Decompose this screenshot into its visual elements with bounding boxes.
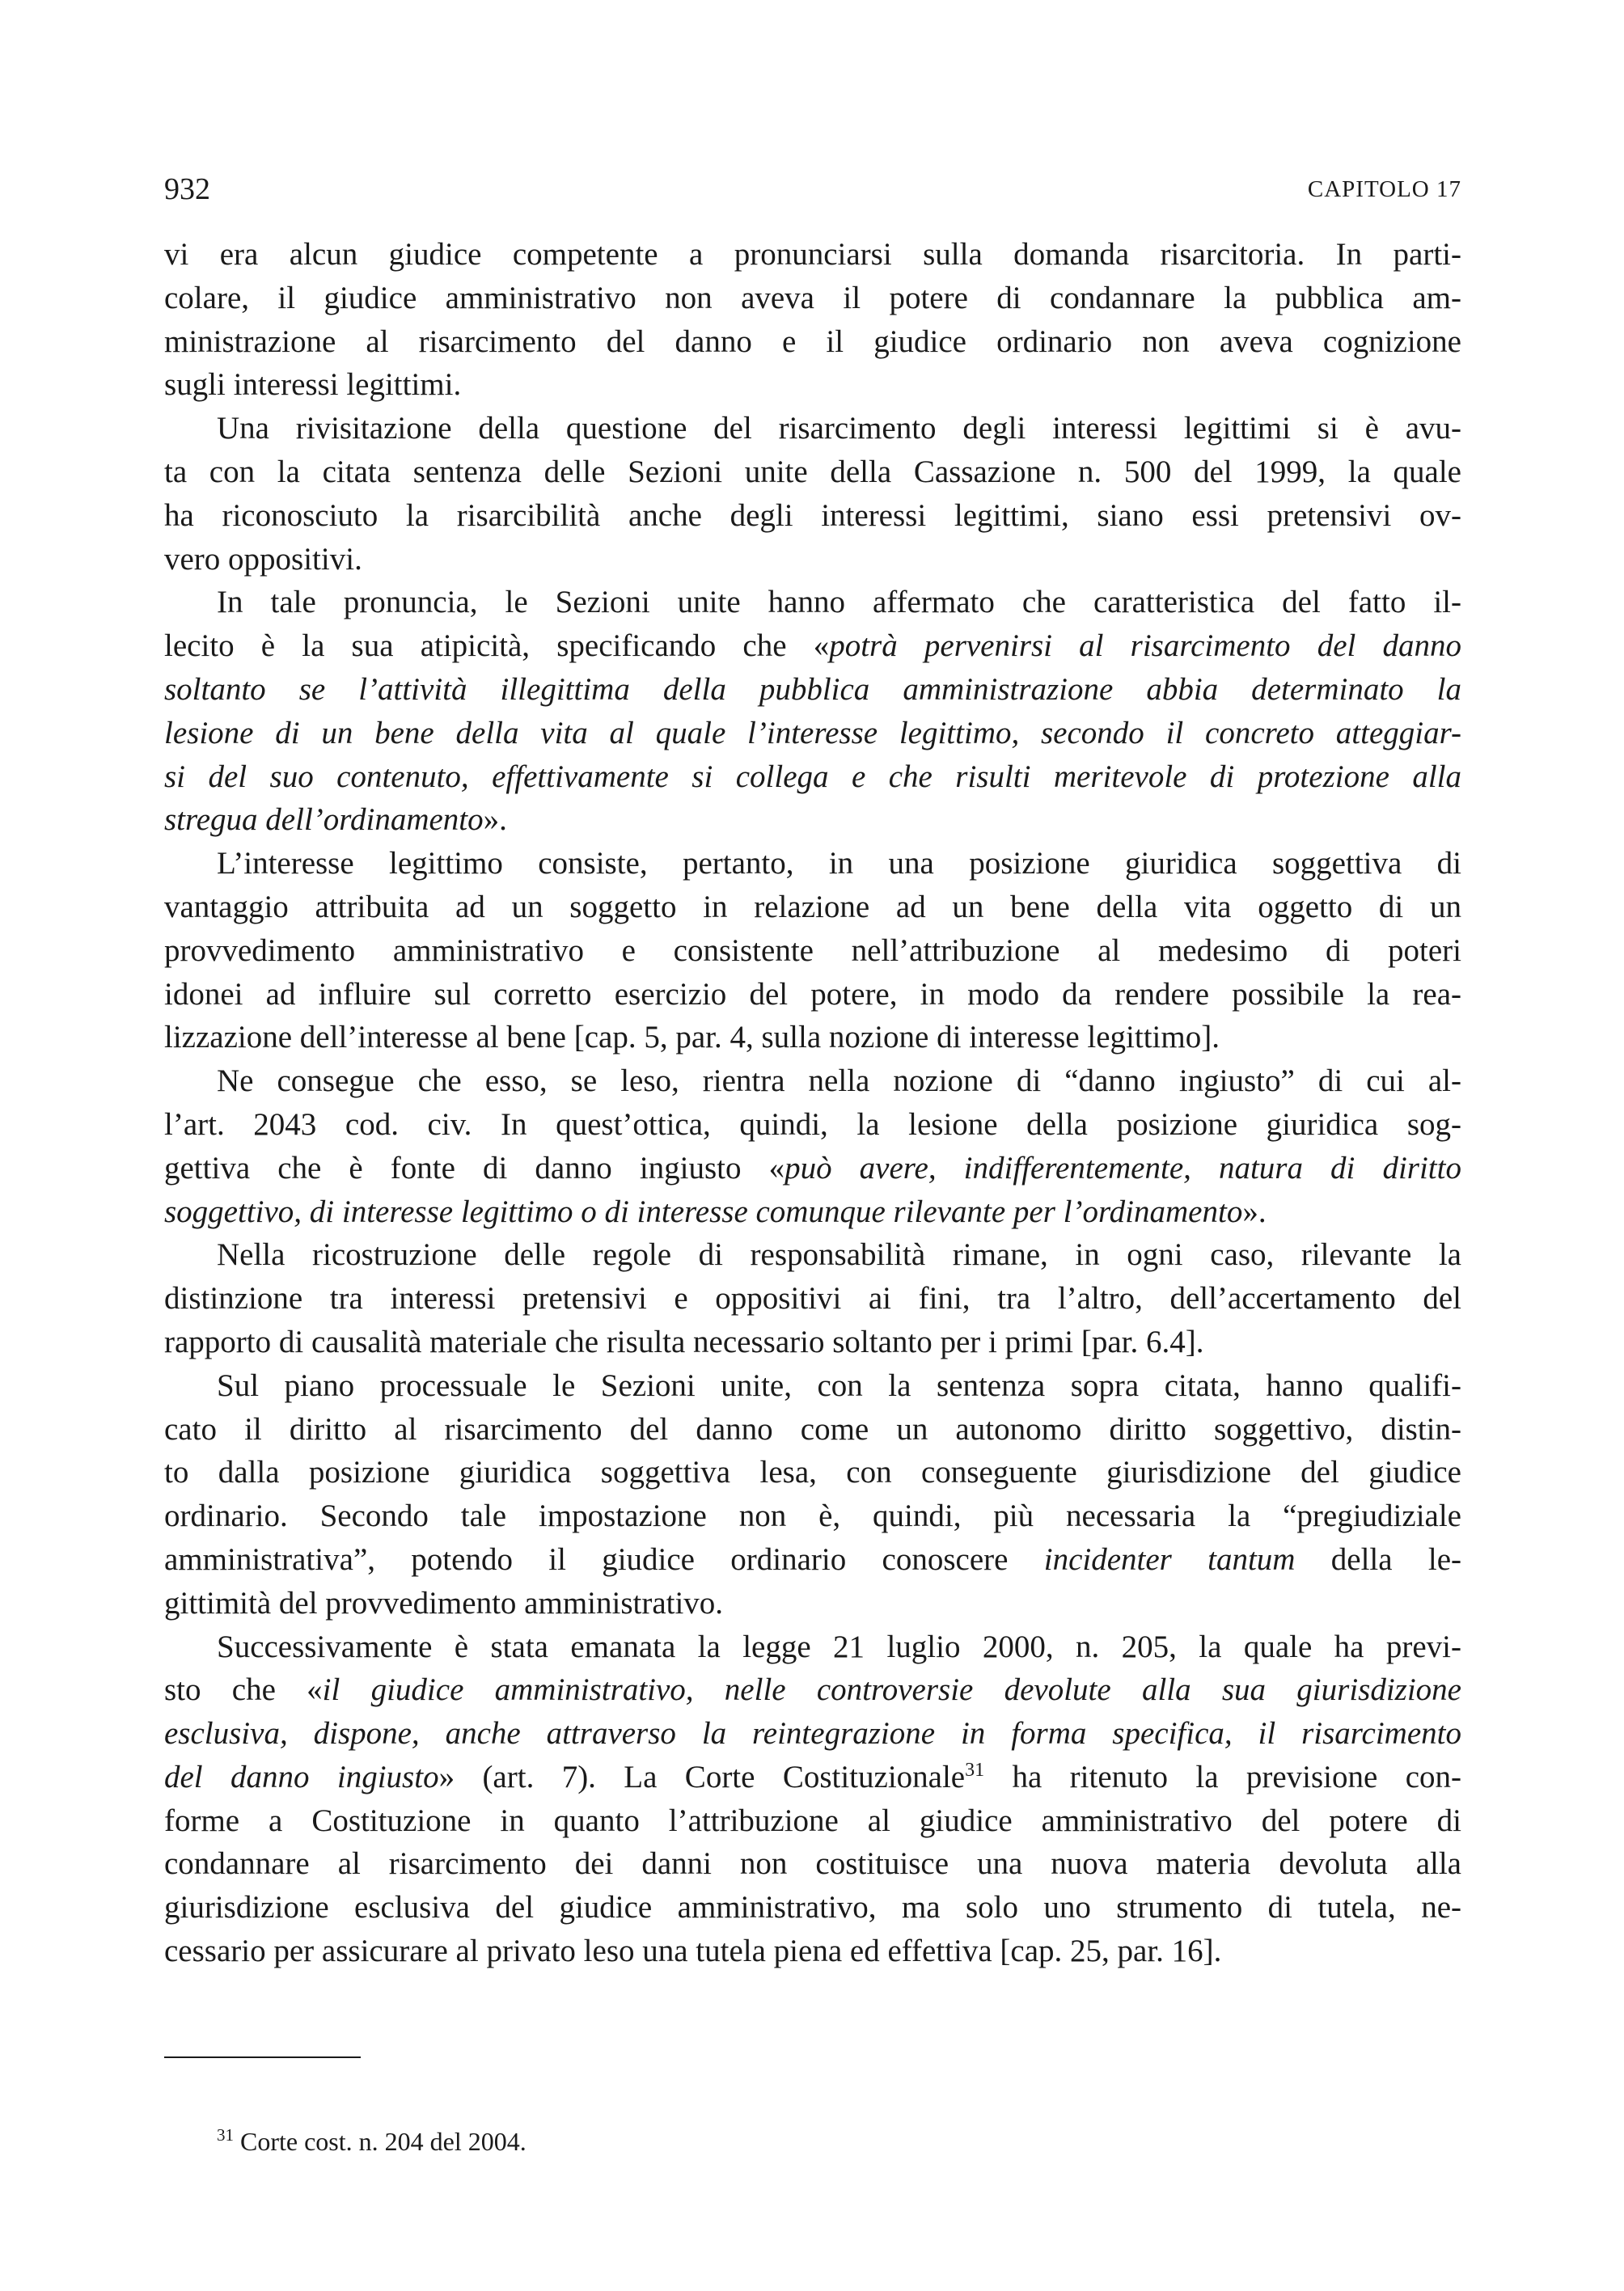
- text-run: Sul piano processuale le Sezioni unite, con la sentenza sopra citata, hanno qualifi-: [217, 1367, 1461, 1403]
- text-run: l’art. 2043 cod. civ. In quest’ottica, quindi, la lesione della posizione giuridica sog-: [164, 1106, 1461, 1142]
- text-run: Successivamente è stata emanata la legge 21 luglio 2000, n. 205, la quale ha previ-: [217, 1629, 1461, 1664]
- text-line: [164, 1756, 1461, 1799]
- text-run: idonei ad influire sul corretto esercizio del potere, in modo da rendere possibile la rea-: [164, 976, 1461, 1012]
- text-line: [164, 1233, 1461, 1277]
- text-run: della le-: [1295, 1541, 1461, 1577]
- text-line: [164, 798, 1461, 842]
- italic-quote: il giudice amministrativo, nelle controversie devolute alla sua giurisdizione: [322, 1672, 1461, 1708]
- text-line: [164, 1930, 1461, 1973]
- text-line: [164, 624, 1461, 668]
- text-run: vi era alcun giudice competente a pronunciarsi sulla domanda risarcitoria. In parti-: [164, 237, 1461, 272]
- text-run: provvedimento amministrativo e consistente nell’attribuzione al medesimo di poteri: [164, 932, 1461, 968]
- text-run: cessario per assicurare al privato leso una tutela piena ed effettiva [cap. 25, par. 16].: [164, 1934, 1222, 1969]
- body-text: [164, 233, 1461, 1973]
- text-run: amministrativa”, potendo il giudice ordinario conoscere: [164, 1541, 1044, 1577]
- text-line: [164, 1016, 1461, 1059]
- italic-quote: potrà pervenirsi al risarcimento del danno: [829, 628, 1461, 664]
- paragraph: [164, 1233, 1461, 1363]
- text-run: ha ritenuto la previsione con-: [984, 1759, 1461, 1794]
- paragraph: [164, 842, 1461, 1059]
- text-line: [164, 1190, 1461, 1234]
- text-line: [164, 1886, 1461, 1930]
- italic-quote: incidenter tantum: [1043, 1541, 1296, 1577]
- text-run: In tale pronuncia, le Sezioni unite hanno affermato che caratteristica del fatto il-: [217, 585, 1461, 620]
- footnote-31: [217, 2127, 527, 2157]
- paragraph: [164, 1625, 1461, 1973]
- paragraph: [164, 407, 1461, 581]
- text-run: lecito è la sua atipicità, specificando che «: [164, 628, 830, 664]
- italic-quote: può avere, indifferentemente, natura di diritto: [785, 1150, 1461, 1186]
- text-line: [164, 1103, 1461, 1147]
- italic-quote: si del suo contenuto, effettivamente si collega e che risulti meritevole di protezione alla: [164, 759, 1461, 794]
- text-line: [164, 407, 1461, 450]
- footnote-text: Corte cost. n. 204 del 2004.: [240, 2127, 527, 2156]
- text-run: condannare al risarcimento dei danni non costituisce una nuova materia devoluta alla: [164, 1846, 1461, 1882]
- paragraph: [164, 1364, 1461, 1625]
- text-run: colare, il giudice amministrativo non aveva il potere di condannare la pubblica am-: [164, 280, 1461, 315]
- text-line: [164, 973, 1461, 1017]
- text-line: [164, 842, 1461, 886]
- text-line: [164, 1799, 1461, 1843]
- text-run: sugli interessi legittimi.: [164, 367, 462, 403]
- paragraph: [164, 1059, 1461, 1233]
- page-header: [164, 171, 1461, 212]
- text-line: [164, 494, 1461, 538]
- italic-quote: soltanto se l’attività illegittima della pubblica amministrazione abbia determinato la: [164, 671, 1461, 707]
- text-line: [164, 581, 1461, 624]
- italic-quote: lesione di un bene della vita al quale l’interesse legittimo, secondo il concreto atteggiar-: [164, 715, 1461, 750]
- italic-quote: esclusiva, dispone, anche attraverso la reintegrazione in forma specifica, il risarcimento: [164, 1716, 1461, 1752]
- text-line: [164, 1668, 1461, 1712]
- text-run: to dalla posizione giuridica soggettiva lesa, con conseguente giurisdizione del giudice: [164, 1455, 1461, 1490]
- text-line: [164, 233, 1461, 277]
- text-run: ordinario. Secondo tale impostazione non è, quindi, più necessaria la “pregiudiziale: [164, 1498, 1461, 1534]
- page-number: 932: [164, 172, 210, 206]
- text-line: [164, 1538, 1461, 1582]
- italic-quote: del danno ingiusto: [164, 1759, 439, 1794]
- text-line: [164, 1582, 1461, 1625]
- text-run: vantaggio attribuita ad un soggetto in relazione ad un bene della vita oggetto di un: [164, 889, 1461, 924]
- text-run: cato il diritto al risarcimento del danno come un autonomo diritto soggettivo, distin-: [164, 1411, 1461, 1447]
- text-line: [164, 450, 1461, 494]
- text-run: ha riconosciuto la risarcibilità anche degli interessi legittimi, siano essi pretensivi ov-: [164, 497, 1461, 533]
- text-line: [164, 1321, 1461, 1364]
- text-line: [164, 1451, 1461, 1494]
- text-line: [164, 1712, 1461, 1756]
- footnote-separator: [164, 2056, 361, 2058]
- text-run: ».: [1242, 1194, 1267, 1229]
- text-line: [164, 929, 1461, 973]
- text-line: [164, 363, 1461, 407]
- italic-quote: soggettivo, di interesse legittimo o di interesse comunque rilevante per l’ordinamento: [164, 1194, 1243, 1229]
- text-run: Una rivisitazione della questione del risarcimento degli interessi legittimi si è avu-: [217, 411, 1461, 446]
- running-head-chapter: CAPITOLO 17: [1307, 176, 1461, 202]
- text-run: forme a Costituzione in quanto l’attribuzione al giudice amministrativo del potere di: [164, 1803, 1461, 1838]
- text-run: Ne consegue che esso, se leso, rientra nella nozione di “danno ingiusto” di cui al-: [217, 1063, 1461, 1099]
- text-run: vero oppositivi.: [164, 541, 362, 577]
- paragraph: [164, 233, 1461, 407]
- text-run: gettiva che è fonte di danno ingiusto «: [164, 1150, 785, 1186]
- text-line: [164, 886, 1461, 929]
- text-line: [164, 538, 1461, 581]
- paragraph: [164, 581, 1461, 842]
- text-line: [164, 320, 1461, 364]
- text-run: L’interesse legittimo consiste, pertanto, in una posizione giuridica soggettiva di: [217, 846, 1461, 881]
- text-run: gittimità del provvedimento amministrativo.: [164, 1585, 724, 1621]
- text-run: lizzazione dell’interesse al bene [cap. 5, par. 4, sulla nozione di interesse legittimo].: [164, 1020, 1220, 1055]
- text-run: ministrazione al risarcimento del danno e il giudice ordinario non aveva cognizione: [164, 323, 1461, 359]
- footnote-number: 31: [217, 2125, 234, 2145]
- footnote-reference: 31: [965, 1759, 985, 1781]
- text-line: [164, 712, 1461, 755]
- text-run: ta con la citata sentenza delle Sezioni unite della Cassazione n. 500 del 1999, la quale: [164, 454, 1461, 489]
- text-line: [164, 668, 1461, 712]
- text-run: rapporto di causalità materiale che risulta necessario soltanto per i primi [par. 6.4].: [164, 1324, 1204, 1359]
- text-run: giurisdizione esclusiva del giudice amministrativo, ma solo uno strumento di tutela, ne-: [164, 1890, 1461, 1925]
- text-run: » (art. 7). La Corte Costituzionale: [438, 1759, 966, 1794]
- text-run: sto che «: [164, 1672, 323, 1708]
- italic-quote: stregua dell’ordinamento: [164, 802, 484, 838]
- text-line: [164, 1842, 1461, 1886]
- text-line: [164, 1147, 1461, 1190]
- text-run: ».: [483, 802, 507, 838]
- text-line: [164, 1364, 1461, 1408]
- text-line: [164, 755, 1461, 799]
- text-line: [164, 1408, 1461, 1452]
- text-line: [164, 1277, 1461, 1321]
- text-line: [164, 1059, 1461, 1103]
- text-run: distinzione tra interessi pretensivi e oppositivi ai fini, tra l’altro, dell’accertamento del: [164, 1281, 1461, 1317]
- text-line: [164, 277, 1461, 320]
- text-line: [164, 1494, 1461, 1538]
- text-line: [164, 1625, 1461, 1669]
- text-run: Nella ricostruzione delle regole di responsabilità rimane, in ogni caso, rilevante la: [217, 1237, 1461, 1273]
